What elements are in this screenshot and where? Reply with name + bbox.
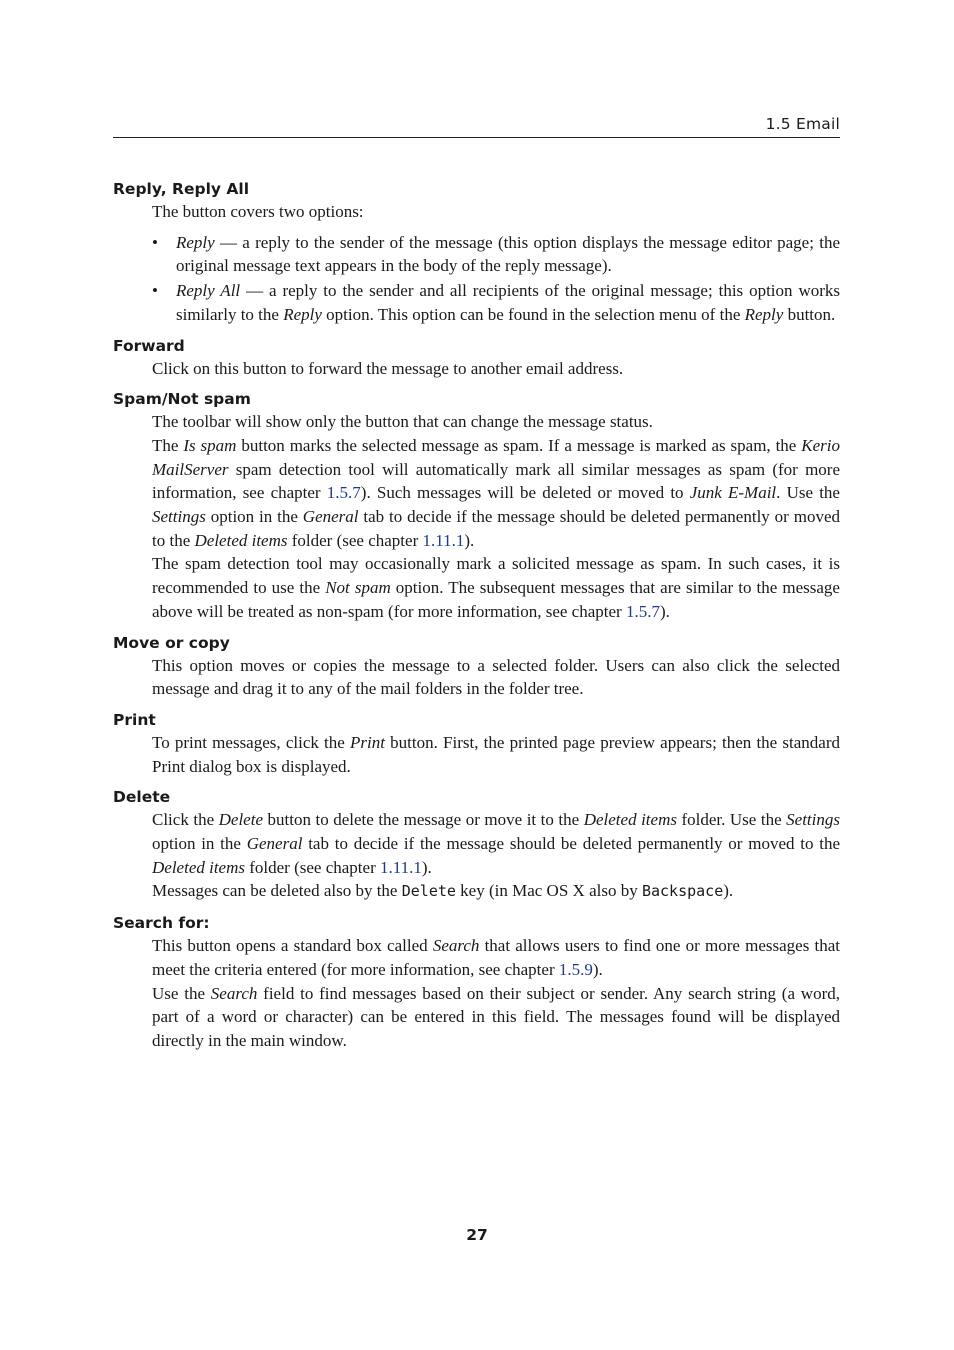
- section-body-print: To print messages, click the Print button. First, the printed page preview appears; then the standard Print dialog box is displayed.: [152, 732, 840, 776]
- reply-intro: The button covers two options:: [152, 202, 364, 221]
- section-title-delete: Delete: [113, 788, 171, 807]
- section-body-delete: Click the Delete button to delete the message or move it to the Deleted items folder. Use the Settings option in the General tab to decide if the message should be deleted permanently or moved to the Deleted items folder (see chapter 1.11.1). Messages can be deleted also by the Delete key (in Mac OS X also by Backspace).: [152, 810, 840, 901]
- page-content: [113, 178, 840, 1061]
- section-body-reply: [152, 200, 840, 327]
- running-header: [113, 114, 840, 138]
- running-title: 1.5 Email: [765, 115, 840, 133]
- section-body-search: This button opens a standard box called Search that allows users to find one or more messages that meet the criteria entered (for more information, see chapter 1.5.9). Use the Search field to find messages based on their subject or sender. Any search string (a word, part of a word or character) can be entered in this field. The messages found will be displayed directly in the main window.: [152, 936, 840, 1050]
- spam-paragraph-3: The spam detection tool may occasionally mark a solicited message as spam. In such cases, it is recommended to use the Not spam option. The subsequent messages that are similar to the message above will be treated as non-spam (for more information, see chapter 1.5.7).: [152, 554, 840, 621]
- key-delete: Delete: [401, 882, 456, 901]
- key-backspace: Backspace: [641, 882, 724, 901]
- section-forward: [113, 335, 840, 381]
- list-item: • Reply — a reply to the sender of the message (this option displays the message editor page; the original message text appears in the body of the reply message).: [152, 232, 840, 276]
- spam-paragraph-2: The Is spam button marks the selected message as spam. If a message is marked as spam, the Kerio MailServer spam detection tool will automatically mark all similar messages as spam (for more information, see chapter 1.5.7). Such messages will be deleted or moved to Junk E-Mail. Use the Settings option in the General tab to decide if the message should be deleted permanently or moved to the Deleted items folder (see chapter 1.11.1).: [152, 435, 840, 550]
- section-title-move: Move or copy: [113, 633, 230, 652]
- chapter-link-1-11-1[interactable]: 1.11.1: [379, 857, 422, 877]
- chapter-link-1-5-7[interactable]: 1.5.7: [326, 483, 361, 503]
- section-title-print: Print: [113, 710, 156, 729]
- section-reply: [113, 178, 840, 327]
- chapter-link-1-5-9[interactable]: 1.5.9: [558, 959, 593, 979]
- bullet-icon: •: [152, 281, 158, 301]
- section-body-move: This option moves or copies the message to a selected folder. Users can also click the selected message and drag it to any of the mail folders in the folder tree.: [152, 655, 840, 699]
- section-search: [113, 912, 840, 1053]
- section-delete: [113, 786, 840, 904]
- list-item: • Reply All — a reply to the sender and all recipients of the original message; this option works similarly to the Reply option. This option can be found in the selection menu of the Reply button.: [152, 281, 840, 324]
- bullet-icon: •: [152, 232, 158, 252]
- chapter-link-1-5-7[interactable]: 1.5.7: [625, 601, 660, 621]
- section-title-forward: Forward: [113, 336, 185, 355]
- section-title-search: Search for:: [113, 914, 210, 933]
- chapter-link-1-11-1[interactable]: 1.11.1: [422, 530, 465, 550]
- section-body-forward: Click on this button to forward the message to another email address.: [152, 358, 624, 378]
- section-title-reply: Reply, Reply All: [113, 180, 250, 198]
- section-body-spam: The toolbar will show only the button that can change the message status. The Is spam button marks the selected message as spam. If a message is marked as spam, the Kerio MailServer spam detection tool will automatically mark all similar messages as spam (for more information, see chapter 1.5.7). Such messages will be deleted or moved to Junk E-Mail. Use the Settings option in the General tab to decide if the message should be deleted permanently or moved to the Deleted items folder (see chapter 1.11.1). The spam detection tool may occasionally mark a solicited message as spam. In such cases, it is recommended to use the Not spam option. The subsequent messages that are similar to the message above will be treated as non-spam (for more information, see chapter 1.5.7).: [152, 410, 840, 623]
- reply-options-list: [152, 231, 840, 327]
- section-print: [113, 709, 840, 778]
- page-number: 27: [466, 1226, 488, 1244]
- section-title-spam: Spam/Not spam: [113, 390, 251, 409]
- section-spam: [113, 388, 840, 623]
- section-move: [113, 632, 840, 701]
